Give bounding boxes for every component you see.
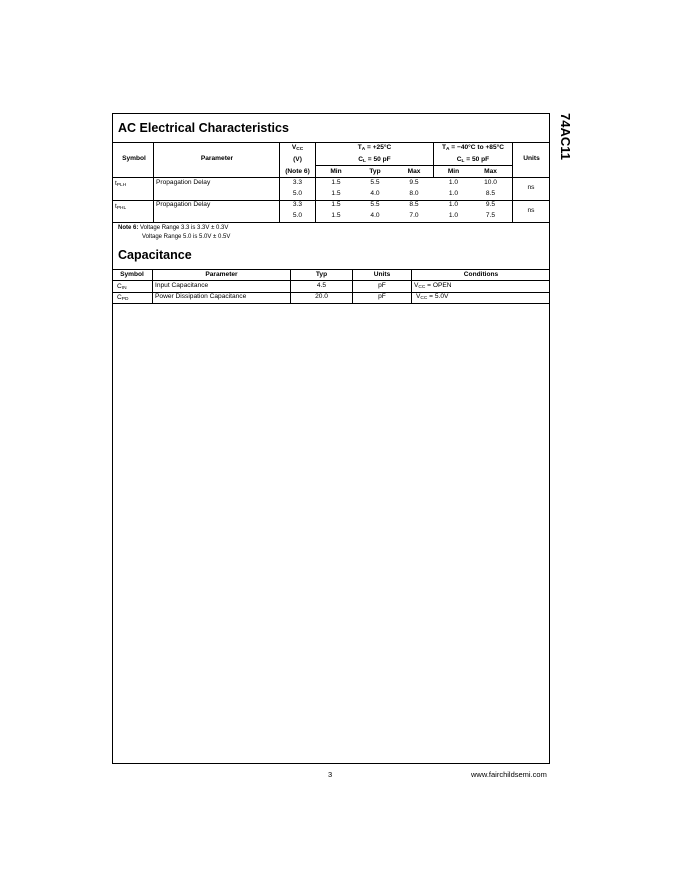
table-row-symbol: $C_{IN}$ — [117, 283, 127, 291]
table-row-unit: ns — [527, 207, 535, 214]
header-units: Units — [523, 155, 540, 162]
table-cell: 10.0 — [484, 179, 497, 186]
side-title: 74AC11 — [558, 113, 573, 160]
header-min-2: Min — [447, 168, 460, 175]
table-row-symbol: $t_{PLH}$ — [115, 180, 127, 188]
table-row-parameter: Input Capacitance — [155, 282, 209, 289]
table-cell: $V_{CC}$ = OPEN — [414, 282, 452, 290]
header-max-2: Max — [484, 168, 497, 175]
table-row-parameter: Power Dissipation Capacitance — [155, 293, 247, 300]
table-cell: 1.5 — [331, 190, 341, 197]
table-cell: pF — [378, 282, 386, 289]
table-cell: 1.0 — [448, 201, 459, 208]
table-cell: 7.0 — [409, 212, 419, 219]
header-min-1: Min — [330, 168, 342, 175]
table-row-symbol: $C_{PD}$ — [117, 294, 129, 302]
table-cell: 1.5 — [331, 179, 341, 186]
header-ta-range: $T_A = -40^\circ C$ to +85°C — [441, 144, 505, 152]
table-cell: 4.0 — [370, 212, 380, 219]
table-cell: 3.3 — [292, 201, 303, 208]
table-row-parameter: Propagation Delay — [156, 201, 211, 208]
table-cell: 1.0 — [448, 190, 459, 197]
table-cell: 8.5 — [485, 190, 496, 197]
page-number: 3 — [328, 770, 333, 779]
cap-header-typ: Typ — [315, 271, 328, 278]
table-cell: 5.0 — [292, 190, 303, 197]
table-cell: 8.0 — [409, 190, 419, 197]
table-row-parameter: Propagation Delay — [156, 179, 211, 186]
table-cell: 5.5 — [370, 201, 380, 208]
header-vcc-unit: (V) — [293, 156, 302, 163]
cap-header-symbol: Symbol — [120, 271, 144, 278]
header-cl-1: $C_L = 50$ pF — [358, 156, 391, 164]
table-cell: $V_{CC} = 5.0V$ — [416, 293, 449, 301]
table-row-unit: ns — [527, 184, 535, 191]
table-cell: 1.0 — [448, 179, 459, 186]
table-cell: 5.0 — [292, 212, 303, 219]
table-cell: 20.0 — [315, 293, 328, 300]
table-cell: 1.5 — [331, 201, 341, 208]
table-cell: pF — [378, 293, 386, 300]
cap-header-parameter: Parameter — [205, 271, 238, 278]
table-cell: 8.5 — [409, 201, 419, 208]
header-parameter: Parameter — [200, 155, 234, 162]
header-typ-1: Typ — [369, 168, 381, 175]
content-frame — [112, 113, 550, 764]
table-cell: 3.3 — [292, 179, 303, 186]
table-cell: 1.0 — [448, 212, 459, 219]
header-ta-25: $T_A = +25^\circ C$ — [357, 144, 392, 152]
table-cell: 5.5 — [370, 179, 380, 186]
table-cell: 9.5 — [409, 179, 419, 186]
table-cell: 4.5 — [316, 282, 327, 289]
header-symbol: Symbol — [122, 155, 146, 162]
table-cell: 1.5 — [331, 212, 341, 219]
header-vcc-note: (Note 6) — [285, 168, 310, 175]
footer-url[interactable]: www.fairchildsemi.com — [471, 770, 547, 779]
capacitance-title: Capacitance — [118, 248, 192, 262]
table-row-symbol: $t_{PHL}$ — [115, 203, 127, 211]
note-6: Note 6: Voltage Range 3.3 is 3.3V ± 0.3V — [118, 225, 229, 231]
table-cell: 9.5 — [485, 201, 496, 208]
table-cell: 7.5 — [485, 212, 496, 219]
header-vcc: $V_{CC}$ — [291, 144, 304, 152]
cap-header-units: Units — [373, 271, 391, 278]
cap-header-conditions: Conditions — [463, 271, 499, 278]
note-6-line2: Voltage Range 5.0 is 5.0V ± 0.5V — [142, 234, 231, 240]
header-cl-2: $C_L = 50$ pF — [456, 156, 490, 164]
ac-section-title: AC Electrical Characteristics — [118, 121, 289, 135]
table-cell: 4.0 — [370, 190, 380, 197]
header-max-1: Max — [407, 168, 421, 175]
